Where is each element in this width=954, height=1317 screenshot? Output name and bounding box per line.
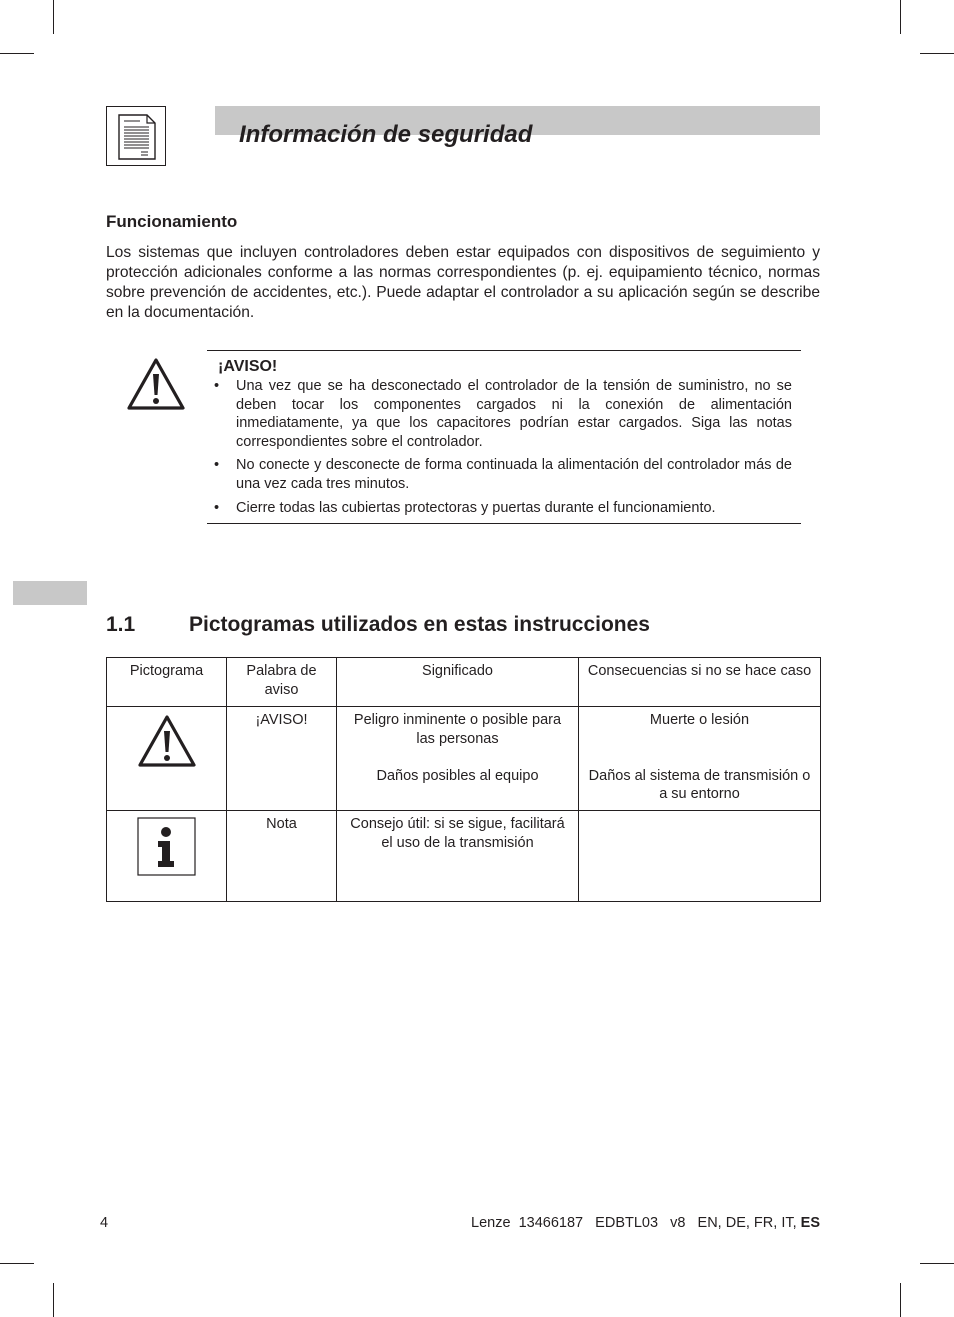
consequence-text: Muerte o lesión (649, 712, 750, 728)
crop-mark (920, 53, 954, 54)
pictogram-table (106, 657, 821, 902)
crop-mark (53, 0, 54, 34)
notice-list (214, 377, 792, 522)
signal-word: Nota (227, 811, 337, 902)
notice-item (214, 456, 792, 493)
meaning-cell (337, 707, 579, 811)
pictogram-cell (107, 811, 227, 902)
meaning-text: Peligro inminente o posible para las personas (353, 712, 562, 747)
notice-item (214, 499, 792, 518)
warning-triangle-icon (137, 757, 197, 773)
crop-mark (900, 0, 901, 34)
column-header: Pictograma (107, 658, 227, 707)
page-number: 4 (100, 1215, 109, 1231)
notice-title: ¡AVISO! (218, 358, 278, 375)
bullet: • (214, 457, 220, 474)
crop-mark (900, 1283, 901, 1317)
table-header-row (107, 658, 821, 707)
crop-mark (53, 1283, 54, 1317)
operation-paragraph: Los sistemas que incluyen controladores deben estar equipados con dispositivos de seguimiento y protección adicionales conforme a las normas correspondientes (p. ej. equipamiento técnico, normas sobre prevención de accidentes, etc.). Puede adaptar el controlador a su aplicación según se describe en la documentación. (106, 244, 820, 321)
column-header: Consecuencias si no se hace caso (579, 658, 821, 707)
meaning-cell (337, 811, 579, 902)
table-row (107, 811, 821, 902)
section-number: 1.1 (106, 613, 136, 636)
footer-info (471, 1215, 820, 1231)
language-side-tab (13, 581, 87, 605)
crop-mark (920, 1263, 954, 1264)
consequence-cell (579, 707, 821, 811)
column-header: Significado (337, 658, 579, 707)
notice-top-rule (207, 350, 801, 351)
document-icon (106, 106, 166, 166)
crop-mark (0, 53, 34, 54)
page-title: Información de seguridad (239, 121, 533, 148)
notice-item (214, 377, 792, 451)
footer-current-language: ES (800, 1215, 820, 1231)
notice-item-text: Una vez que se ha desconectado el controlador de la tensión de suministro, no se deben tocar los componentes cargados ni la conexión de alimentación inmediatamente, ya que los capacitores podrían estar cargados. Siga las notas correspondientes sobre el controlador. (236, 378, 792, 450)
notice-item-text: Cierre todas las cubiertas protectoras y puertas durante el funcionamiento. (236, 499, 716, 516)
bullet: • (214, 378, 220, 394)
column-header: Palabra de aviso (227, 658, 337, 707)
footer-info-text: Lenze 13466187 EDBTL03 v8 EN, DE, FR, IT, (471, 1215, 801, 1231)
consequence-text: Daños al sistema de transmisión o a su entorno (588, 767, 811, 803)
operation-heading: Funcionamiento (106, 212, 238, 231)
info-icon (137, 865, 197, 881)
consequence-cell (579, 811, 821, 902)
crop-mark (0, 1263, 34, 1264)
table-row (107, 707, 821, 811)
meaning-text: Daños posibles al equipo (376, 767, 539, 784)
notice-bottom-rule (207, 523, 801, 524)
signal-word: ¡AVISO! (227, 707, 337, 811)
bullet: • (214, 499, 220, 516)
warning-triangle-icon (126, 356, 186, 417)
section-title: Pictogramas utilizados en estas instrucciones (189, 613, 650, 636)
meaning-text: Consejo útil: si se sigue, facilitará el uso de la transmisión (350, 816, 565, 851)
notice-item-text: No conecte y desconecte de forma continuada la alimentación del controlador más de una vez cada tres minutos. (236, 457, 792, 492)
pictogram-cell (107, 707, 227, 811)
